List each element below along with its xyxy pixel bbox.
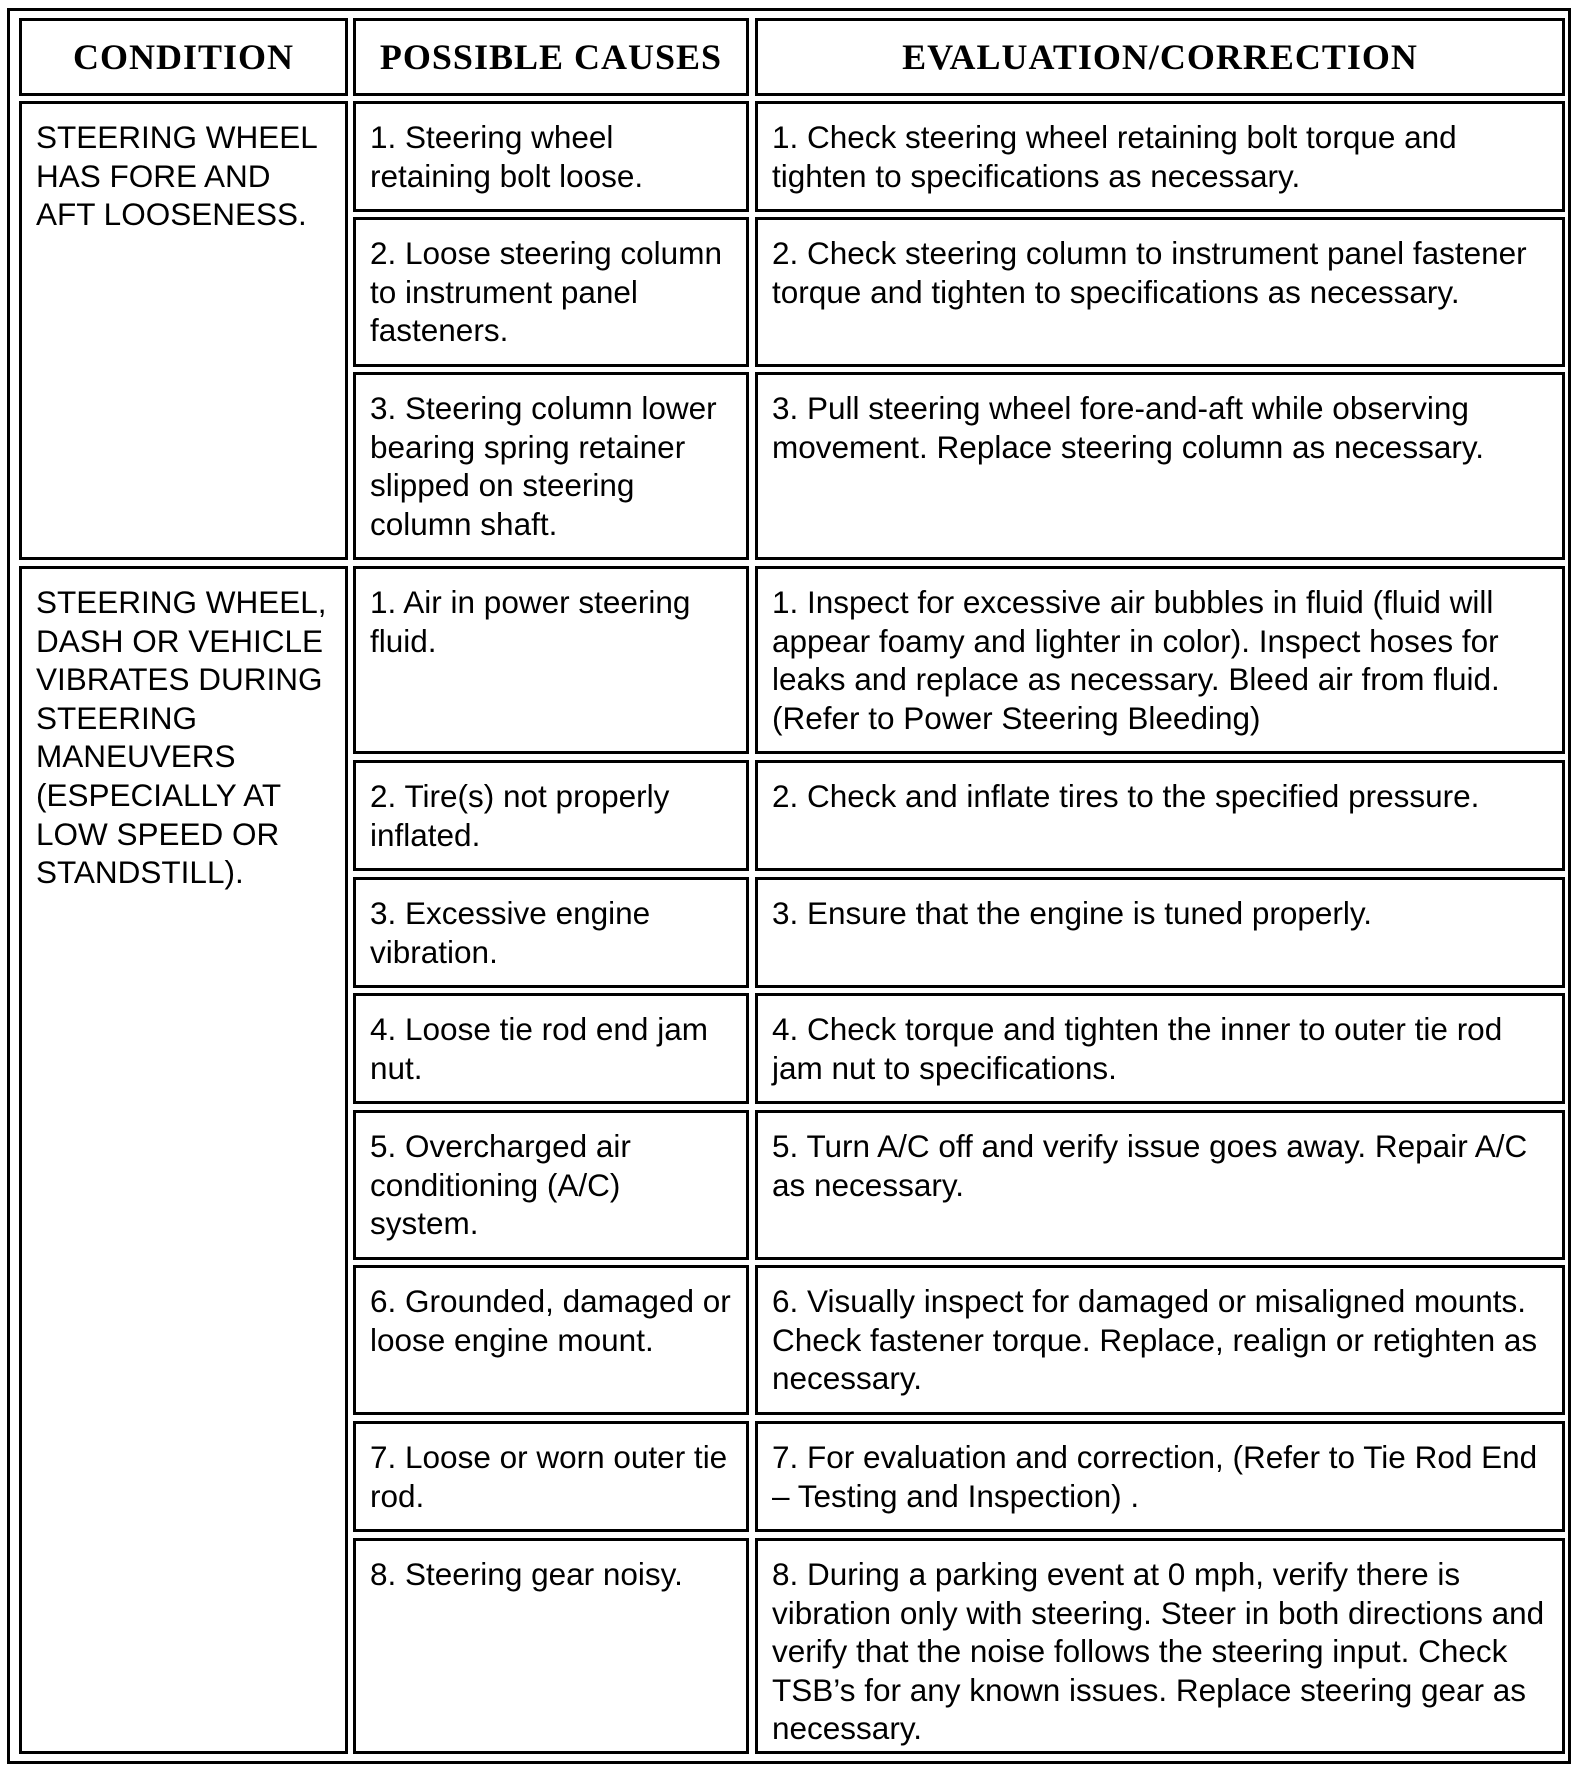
cause-cell: 3. Excessive engine vibration.: [353, 877, 749, 988]
condition-cell: STEERING WHEEL, DASH OR VEHICLE VIBRATES DURING STEERING MANEUVERS (ESPECIALLY AT LOW SPEED OR STANDSTILL).: [19, 566, 348, 1754]
cause-cell: 4. Loose tie rod end jam nut.: [353, 993, 749, 1104]
header-evaluation-correction: EVALUATION/CORRECTION: [755, 18, 1565, 96]
cause-cell: 2. Tire(s) not properly inflated.: [353, 760, 749, 871]
correction-cell: 7. For evaluation and correction, (Refer to Tie Rod End – Testing and Inspection) .: [755, 1421, 1565, 1532]
cause-cell: 7. Loose or worn outer tie rod.: [353, 1421, 749, 1532]
cause-cell: 1. Air in power steering fluid.: [353, 566, 749, 754]
correction-cell: 3. Ensure that the engine is tuned properly.: [755, 877, 1565, 988]
cause-cell: 3. Steering column lower bearing spring retainer slipped on steering column shaft.: [353, 372, 749, 560]
correction-cell: 5. Turn A/C off and verify issue goes away. Repair A/C as necessary.: [755, 1110, 1565, 1260]
cause-cell: 8. Steering gear noisy.: [353, 1538, 749, 1754]
correction-cell: 3. Pull steering wheel fore-and-aft while observing movement. Replace steering column as necessary.: [755, 372, 1565, 560]
correction-cell: 8. During a parking event at 0 mph, verify there is vibration only with steering. Steer in both directions and verify that the noise follows the steering input. Check TSB’s for any known issues. Replace steering gear as necessary.: [755, 1538, 1565, 1754]
header-condition: CONDITION: [19, 18, 348, 96]
correction-cell: 6. Visually inspect for damaged or misaligned mounts. Check fastener torque. Replace, realign or retighten as necessary.: [755, 1265, 1565, 1415]
cause-cell: 2. Loose steering column to instrument panel fasteners.: [353, 217, 749, 367]
header-possible-causes: POSSIBLE CAUSES: [353, 18, 749, 96]
correction-cell: 4. Check torque and tighten the inner to outer tie rod jam nut to specifications.: [755, 993, 1565, 1104]
cause-cell: 1. Steering wheel retaining bolt loose.: [353, 101, 749, 212]
correction-cell: 1. Inspect for excessive air bubbles in fluid (fluid will appear foamy and lighter in color). Inspect hoses for leaks and replace as necessary. Bleed air from fluid. (Refer to Power Steering Bleeding): [755, 566, 1565, 754]
correction-cell: 2. Check and inflate tires to the specified pressure.: [755, 760, 1565, 871]
cause-cell: 6. Grounded, damaged or loose engine mount.: [353, 1265, 749, 1415]
cause-cell: 5. Overcharged air conditioning (A/C) system.: [353, 1110, 749, 1260]
correction-cell: 2. Check steering column to instrument panel fastener torque and tighten to specifications as necessary.: [755, 217, 1565, 367]
condition-cell: STEERING WHEEL HAS FORE AND AFT LOOSENESS.: [19, 101, 348, 560]
correction-cell: 1. Check steering wheel retaining bolt torque and tighten to specifications as necessary.: [755, 101, 1565, 212]
